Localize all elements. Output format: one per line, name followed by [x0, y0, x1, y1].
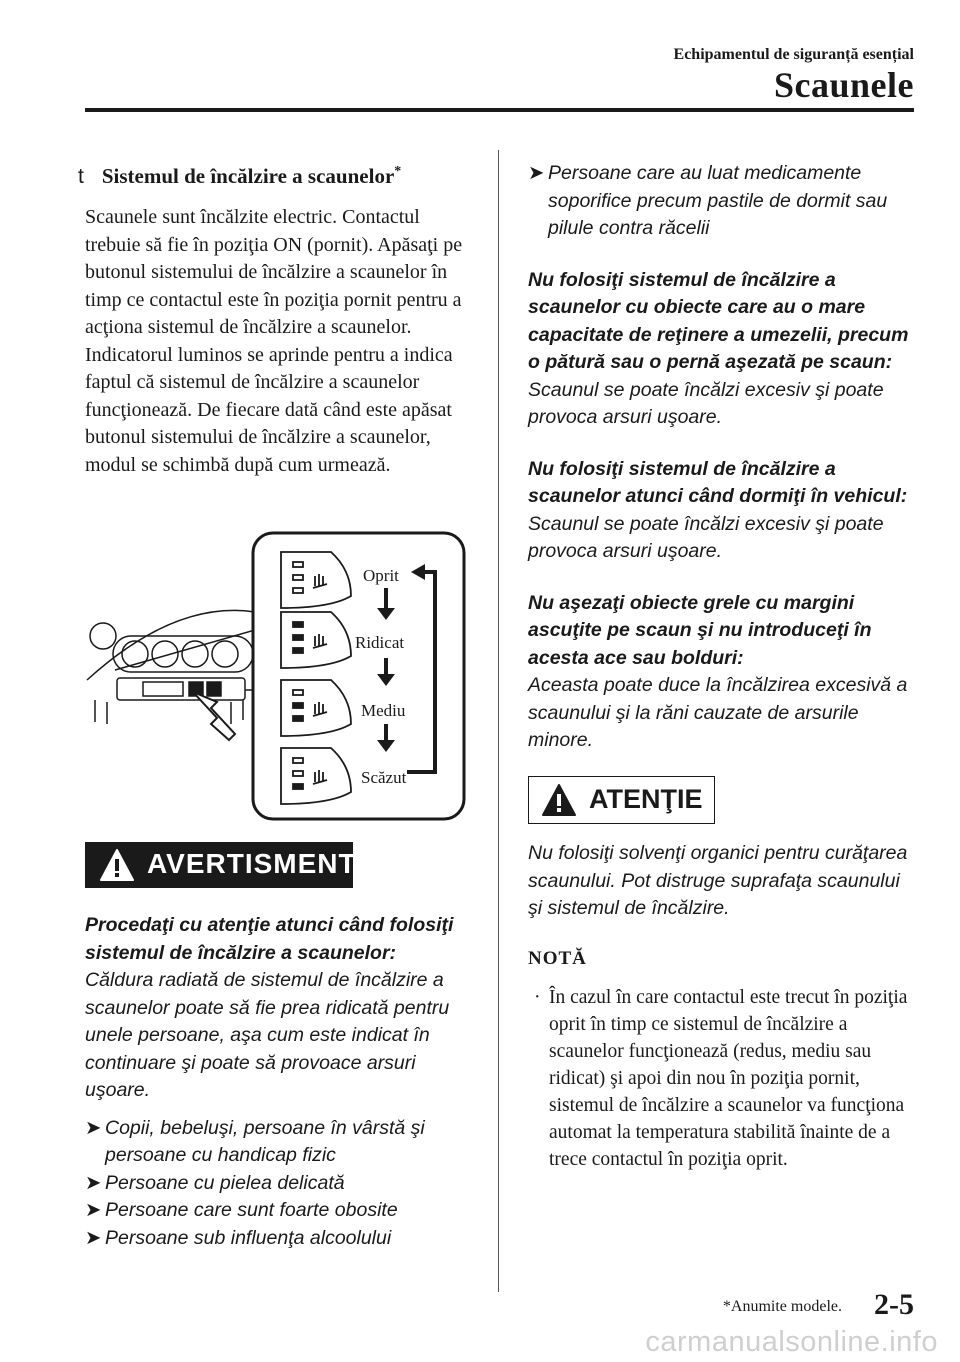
watermark: carmanualsonline.info	[645, 1326, 938, 1358]
warn-heading-sleeping: Nu folosiţi sistemul de încălzire a scaunelor atunci când dormiţi în vehicul:	[528, 457, 908, 507]
intro-paragraph: Scaunele sunt încălzite electric. Contactul trebuie să fie în poziţia ON (pornit). Apăsaţi pe butonul sistemului de încălzire a scaunelor în timp ce contactul este în poziţia pornit pentru a acţiona sistemul de încălzire a scaunelor. Indicatorul luminos se aprinde pentru a indica faptul că sistemul de încălzire a scaunelor funcţionează. De fiecare dată când este apăsat butonul sistemului de încălzire a scaunelor, modul se schimbă după cum urmează.	[85, 206, 463, 476]
warning-banner	[85, 842, 357, 888]
footnote: *Anumite modele.	[722, 1298, 842, 1315]
warn-heading-sharp: Nu aşezaţi obiecte grele cu margini ascuţite pe scaun şi nu introduceţi în acesta ace sau bolduri:	[528, 591, 872, 669]
warn-heading-moisture: Nu folosiţi sistemul de încălzire a scaunelor cu obiecte care au o mare capacitate de reţinere a umezelii, precum o pătură sau o pernă aşezată pe scaun:	[528, 268, 909, 373]
section-title	[78, 164, 401, 189]
header-section: Echipamentul de siguranță esențial	[673, 46, 914, 63]
warn-text-sharp: Aceasta poate duce la încălzirea excesivă a scaunului şi la răni cauzate de arsurile minore.	[528, 674, 908, 751]
warning-item-tired: ➤ Persoane care sunt foarte obosite	[85, 1197, 477, 1225]
right-warning-content	[528, 160, 918, 755]
warning-label: AVERTISMENT	[147, 848, 357, 879]
header-rule	[85, 108, 914, 112]
warning-content	[85, 912, 477, 1252]
note-bullet: ·	[534, 987, 541, 1008]
label-low: Scăzut	[361, 768, 407, 787]
note-title: NOTĂ	[528, 948, 587, 969]
arrow-bullet-icon: ➤	[85, 1226, 102, 1249]
caution-label: ATENŢIE	[589, 784, 703, 814]
warning-item-medication: ➤ Persoane care au luat medicamente soporifice precum pastile de dormit sau pilule contra răcelii	[528, 162, 888, 239]
caution-banner	[528, 776, 715, 824]
arrow-bullet-icon: ➤	[528, 162, 545, 184]
warning-item-alcohol: ➤ Persoane sub influenţa alcoolului	[85, 1225, 477, 1253]
arrow-bullet-icon: ➤	[85, 1171, 102, 1194]
warning-item-skin: ➤ Persoane cu pielea delicată	[85, 1170, 477, 1198]
title-footnote-mark: *	[394, 164, 402, 179]
label-medium: Mediu	[361, 701, 406, 720]
arrow-bullet-icon: ➤	[85, 1199, 102, 1221]
caution-triangle-icon	[541, 783, 577, 817]
warning-text: Căldura radiată de sistemul de încălzire a scaunelor poate să fie prea ridicată pentru unele persoane, aşa cum este indicat în continuare şi poate să provoace arsuri uşoare.	[85, 969, 450, 1101]
caution-text: Nu folosiţi solvenţi organici pentru curăţarea scaunului. Pot distruge suprafaţa scaunului şi sistemul de încălzire.	[528, 842, 908, 919]
page-number: 2-5	[874, 1288, 914, 1321]
title-text: Sistemul de încălzire a scaunelor	[101, 164, 395, 188]
pointer-arrow-icon	[193, 692, 235, 740]
warning-heading: Procedaţi cu atenţie atunci când folosiţi sistemul de încălzire a scaunelor:	[85, 914, 454, 964]
button-panel	[253, 533, 464, 819]
title-bullet: t	[78, 165, 84, 188]
warn-text-moisture: Scaunul se poate încălzi excesiv şi poate provoca arsuri uşoare.	[528, 378, 884, 428]
arrow-bullet-icon: ➤	[85, 1116, 102, 1139]
warn-text-sleeping: Scaunul se poate încălzi excesiv şi poate provoca arsuri uşoare.	[528, 512, 884, 562]
label-high: Ridicat	[355, 633, 405, 652]
note-body	[536, 984, 916, 1173]
warning-item-children: ➤ Copii, bebeluşi, persoane în vârstă şi persoane cu handicap fizic	[85, 1116, 425, 1166]
seat-heater-diagram	[85, 530, 467, 822]
dashboard-illustration	[87, 610, 263, 724]
header-chapter: Scaunele	[773, 65, 914, 105]
column-divider	[498, 150, 499, 1292]
note-text: În cazul în care contactul este trecut în poziţia oprit în timp ce sistemul de încălzire a scaunelor funcţionează (redus, mediu sau ridicat) şi apoi din nou în poziţia pornit, sistemul de încălzire a scaunelor va funcţiona automat la temperatura stabilită înainte de a trece contactul în poziţia oprit.	[549, 987, 908, 1170]
warning-triangle-icon	[99, 848, 135, 882]
label-off: Oprit	[363, 566, 399, 585]
